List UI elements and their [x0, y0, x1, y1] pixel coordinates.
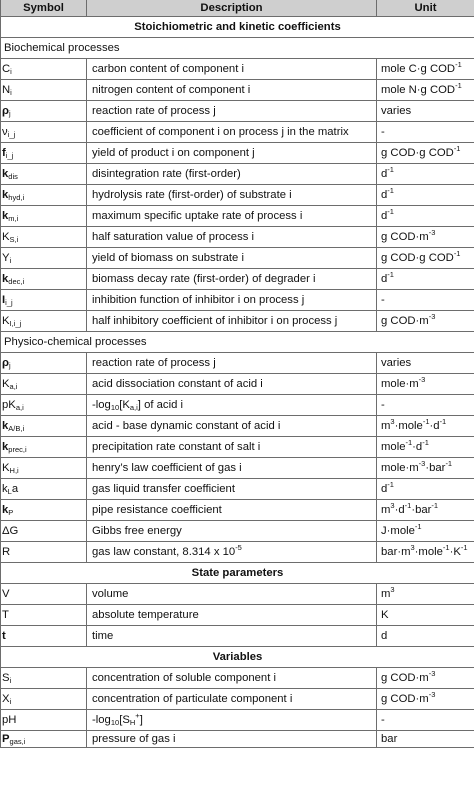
- subscript: A/B,i: [8, 424, 25, 433]
- table-row: [1, 374, 474, 395]
- table-row: [1, 353, 474, 374]
- superscript: -1: [455, 81, 462, 90]
- text-segment: I: [2, 294, 6, 306]
- superscript: -3: [428, 669, 436, 678]
- table-row: [1, 290, 474, 311]
- text-segment: ΔG: [2, 525, 19, 537]
- text-segment: d: [381, 189, 388, 201]
- text-segment: V: [2, 588, 10, 600]
- symbol-cell: [1, 122, 87, 143]
- superscript: -1: [422, 438, 429, 447]
- description-cell: [87, 59, 377, 80]
- text-segment: k: [2, 210, 9, 222]
- header-unit: Unit: [377, 0, 474, 17]
- unit-cell: [377, 605, 474, 626]
- subscript: i_j: [7, 130, 16, 139]
- text-segment: mole N·g COD: [381, 84, 456, 96]
- superscript: -1: [453, 144, 461, 153]
- text-segment: mole·m: [381, 378, 419, 390]
- text-segment: [S: [119, 714, 130, 726]
- symbol-cell: [1, 416, 87, 437]
- subscript: a,i: [9, 382, 18, 391]
- table-row: [1, 521, 474, 542]
- text-segment: volume: [92, 588, 129, 600]
- description-cell: [87, 248, 377, 269]
- text-segment: d: [381, 630, 388, 642]
- unit-cell: [377, 185, 474, 206]
- unit-cell: [377, 479, 474, 500]
- text-segment: half saturation value of process i: [92, 231, 255, 243]
- text-segment: N: [2, 84, 11, 96]
- superscript: -1: [404, 501, 412, 510]
- symbol-cell: [1, 626, 87, 647]
- text-segment: g COD·g COD: [381, 252, 454, 264]
- description-cell: [87, 185, 377, 206]
- subscript: 10: [110, 403, 120, 412]
- subscript: a,i: [15, 403, 24, 412]
- table-row: [1, 164, 474, 185]
- section-heading: State parameters: [1, 563, 474, 584]
- unit-cell: [377, 584, 474, 605]
- description-cell: [87, 101, 377, 122]
- superscript: -1: [387, 480, 394, 489]
- text-segment: -log: [92, 399, 111, 411]
- text-segment: d: [381, 168, 388, 180]
- description-cell: [87, 437, 377, 458]
- text-segment: inhibition function of inhibitor i on process j: [92, 294, 305, 306]
- unit-cell: [377, 59, 474, 80]
- text-segment: f: [2, 147, 6, 159]
- text-segment: K: [2, 378, 10, 390]
- text-segment: R: [2, 546, 11, 558]
- unit-cell: [377, 248, 474, 269]
- unit-cell: [377, 311, 474, 332]
- text-segment: K: [2, 231, 10, 243]
- description-cell: [87, 374, 377, 395]
- table-row: [1, 80, 474, 101]
- table-row: [1, 458, 474, 479]
- text-segment: K: [381, 609, 389, 621]
- subscript: H: [129, 718, 136, 727]
- text-segment: nitrogen content of component i: [92, 84, 251, 96]
- text-segment: d: [381, 273, 388, 285]
- text-segment: k: [2, 273, 9, 285]
- text-segment: ρ: [2, 105, 9, 117]
- unit-cell: [377, 206, 474, 227]
- text-segment: ·mole: [414, 546, 443, 558]
- symbol-cell: [1, 248, 87, 269]
- superscript: +: [135, 711, 140, 720]
- section-heading: Stoichiometric and kinetic coefficients: [1, 17, 474, 38]
- unit-cell: [377, 269, 474, 290]
- description-cell: [87, 353, 377, 374]
- text-segment: half inhibitory coefficient of inhibitor i on process j: [92, 315, 338, 327]
- symbol-cell: [1, 437, 87, 458]
- unit-cell: [377, 227, 474, 248]
- text-segment: concentration of particulate component i: [92, 693, 293, 705]
- text-segment: pipe resistance coefficient: [92, 504, 222, 516]
- unit-cell: [377, 542, 474, 563]
- table-row: [1, 248, 474, 269]
- unit-cell: [377, 353, 474, 374]
- text-segment: -: [381, 294, 385, 306]
- superscript: -3: [418, 375, 426, 384]
- text-segment: concentration of soluble component i: [92, 672, 277, 684]
- symbol-cell: [1, 689, 87, 710]
- table-row: [1, 101, 474, 122]
- description-cell: [87, 521, 377, 542]
- text-segment: mole C·g COD: [381, 63, 456, 75]
- text-segment: ·d: [412, 441, 423, 453]
- description-cell: [87, 542, 377, 563]
- description-cell: [87, 479, 377, 500]
- text-segment: S: [2, 672, 10, 684]
- text-segment: t: [2, 630, 6, 642]
- unit-cell: [377, 101, 474, 122]
- subscript: j: [9, 361, 11, 370]
- unit-cell: [377, 521, 474, 542]
- symbol-cell: [1, 521, 87, 542]
- table-row: [1, 185, 474, 206]
- text-segment: coefficient of component i on process j in the matrix: [92, 126, 349, 138]
- section-heading-row: [1, 17, 474, 38]
- subscript: S,i: [9, 235, 19, 244]
- text-segment: hydrolysis rate (first-order) of substrate i: [92, 189, 292, 201]
- table-row: [1, 395, 474, 416]
- text-segment: ν: [2, 126, 8, 138]
- description-cell: [87, 626, 377, 647]
- superscript: -1: [453, 249, 461, 258]
- text-segment: henry’s law coefficient of gas i: [92, 462, 242, 474]
- table-row: [1, 479, 474, 500]
- superscript: -3: [428, 690, 436, 699]
- unit-cell: [377, 458, 474, 479]
- subscript: i: [9, 676, 12, 685]
- symbol-cell: [1, 668, 87, 689]
- table-row: [1, 605, 474, 626]
- symbol-cell: [1, 80, 87, 101]
- text-segment: g COD·m: [381, 315, 429, 327]
- symbol-cell: [1, 290, 87, 311]
- subscript: m,i: [8, 214, 19, 223]
- symbol-cell: [1, 542, 87, 563]
- table-row: [1, 59, 474, 80]
- text-segment: k: [2, 441, 9, 453]
- text-segment: pH: [2, 714, 17, 726]
- superscript: -1: [422, 417, 430, 426]
- text-segment: X: [2, 693, 10, 705]
- section-heading-row: [1, 563, 474, 584]
- description-cell: [87, 416, 377, 437]
- text-segment: J·mole: [381, 525, 415, 537]
- symbol-cell: [1, 584, 87, 605]
- symbol-cell: [1, 605, 87, 626]
- unit-cell: [377, 731, 474, 748]
- text-segment: ·K: [449, 546, 461, 558]
- description-cell: [87, 500, 377, 521]
- unit-cell: [377, 374, 474, 395]
- unit-cell: [377, 689, 474, 710]
- superscript: -1: [439, 417, 447, 426]
- symbol-cell: [1, 59, 87, 80]
- unit-cell: [377, 668, 474, 689]
- subsection-heading-row: [1, 38, 474, 59]
- text-segment: C: [2, 63, 11, 75]
- subscript: j: [9, 109, 11, 118]
- text-segment: pK: [2, 399, 16, 411]
- subsection-heading: Physico-chemical processes: [1, 332, 474, 353]
- table-row: [1, 269, 474, 290]
- text-segment: m: [381, 588, 391, 600]
- symbol-cell: [1, 353, 87, 374]
- subscript: I,i_j: [9, 319, 22, 328]
- table-row: [1, 584, 474, 605]
- table-row: [1, 227, 474, 248]
- text-segment: [K: [119, 399, 130, 411]
- text-segment: -log: [92, 714, 111, 726]
- symbol-cell: [1, 710, 87, 731]
- text-segment: g COD·m: [381, 231, 429, 243]
- unit-cell: [377, 437, 474, 458]
- superscript: -5: [235, 543, 242, 552]
- text-segment: precipitation rate constant of salt i: [92, 441, 261, 453]
- table-row: [1, 668, 474, 689]
- text-segment: m: [381, 420, 391, 432]
- text-segment: k: [2, 168, 9, 180]
- subscript: i: [9, 697, 12, 706]
- subscript: L: [7, 487, 12, 496]
- text-segment: -: [381, 126, 385, 138]
- unit-cell: [377, 395, 474, 416]
- header-symbol: Symbol: [1, 0, 87, 17]
- text-segment: disintegration rate (first-order): [92, 168, 241, 180]
- text-segment: ·d: [394, 504, 405, 516]
- text-segment: g COD·m: [381, 672, 429, 684]
- subscript: a,i: [129, 403, 138, 412]
- text-segment: gas liquid transfer coefficient: [92, 483, 235, 495]
- section-heading-row: [1, 647, 474, 668]
- text-segment: ·bar: [411, 504, 432, 516]
- text-segment: g COD·m: [381, 693, 429, 705]
- text-segment: k: [2, 504, 9, 516]
- description-cell: [87, 143, 377, 164]
- subscript: gas,i: [9, 737, 26, 746]
- superscript: -1: [445, 459, 453, 468]
- text-segment: mole·m: [381, 462, 419, 474]
- description-cell: [87, 605, 377, 626]
- text-segment: -: [381, 399, 385, 411]
- subscript: i: [10, 88, 12, 97]
- subsection-heading-row: [1, 332, 474, 353]
- symbol-cell: [1, 206, 87, 227]
- superscript: -1: [442, 543, 450, 552]
- text-segment: ] of acid i: [137, 399, 184, 411]
- table-row: [1, 206, 474, 227]
- text-segment: d: [381, 483, 388, 495]
- text-segment: carbon content of component i: [92, 63, 244, 75]
- text-segment: yield of biomass on substrate i: [92, 252, 244, 264]
- description-cell: [87, 80, 377, 101]
- section-heading: Variables: [1, 647, 474, 668]
- superscript: 3: [410, 543, 415, 552]
- text-segment: Gibbs free energy: [92, 525, 182, 537]
- subscript: hyd,i: [8, 193, 25, 202]
- description-cell: [87, 227, 377, 248]
- subscript: i_j: [5, 298, 13, 307]
- text-segment: d: [381, 210, 388, 222]
- symbol-cell: [1, 731, 87, 748]
- text-segment: acid dissociation constant of acid i: [92, 378, 263, 390]
- superscript: -1: [455, 60, 462, 69]
- symbol-cell: [1, 311, 87, 332]
- text-segment: Y: [2, 252, 10, 264]
- unit-cell: [377, 290, 474, 311]
- superscript: 3: [390, 585, 395, 594]
- text-segment: K: [2, 315, 10, 327]
- symbol-cell: [1, 185, 87, 206]
- description-cell: [87, 290, 377, 311]
- text-segment: pressure of gas i: [92, 733, 176, 745]
- subscript: H,i: [9, 466, 19, 475]
- text-segment: reaction rate of process j: [92, 105, 216, 117]
- text-segment: K: [2, 462, 10, 474]
- description-cell: [87, 458, 377, 479]
- subscript: dec,i: [8, 277, 25, 286]
- symbol-cell: [1, 479, 87, 500]
- text-segment: ]: [139, 714, 143, 726]
- text-segment: ρ: [2, 357, 9, 369]
- text-segment: time: [92, 630, 114, 642]
- text-segment: absolute temperature: [92, 609, 199, 621]
- unit-cell: [377, 122, 474, 143]
- unit-cell: [377, 80, 474, 101]
- subscript: i: [9, 256, 12, 265]
- text-segment: bar: [381, 733, 398, 745]
- superscript: -1: [387, 165, 394, 174]
- superscript: 3: [390, 417, 395, 426]
- unit-cell: [377, 416, 474, 437]
- symbol-cell: [1, 164, 87, 185]
- subscript: P: [8, 508, 14, 517]
- text-segment: gas law constant, 8.314 x 10: [92, 546, 236, 558]
- text-segment: -: [381, 714, 385, 726]
- description-cell: [87, 269, 377, 290]
- unit-cell: [377, 710, 474, 731]
- symbol-cell: [1, 227, 87, 248]
- text-segment: g COD·g COD: [381, 147, 454, 159]
- description-cell: [87, 731, 377, 748]
- description-cell: [87, 584, 377, 605]
- symbol-cell: [1, 143, 87, 164]
- text-segment: reaction rate of process j: [92, 357, 216, 369]
- text-segment: k: [2, 189, 9, 201]
- text-segment: m: [381, 504, 391, 516]
- superscript: -1: [414, 522, 422, 531]
- subsection-heading: Biochemical processes: [1, 38, 474, 59]
- header-description: Description: [87, 0, 377, 17]
- subscript: 10: [110, 718, 120, 727]
- text-segment: ·mole: [394, 420, 423, 432]
- description-cell: [87, 164, 377, 185]
- symbol-cell: [1, 374, 87, 395]
- text-segment: acid - base dynamic constant of acid i: [92, 420, 281, 432]
- text-segment: P: [2, 733, 10, 745]
- table-row: [1, 416, 474, 437]
- subscript: prec,i: [8, 445, 27, 454]
- description-cell: [87, 710, 377, 731]
- superscript: -1: [431, 501, 439, 510]
- description-cell: [87, 668, 377, 689]
- symbol-cell: [1, 269, 87, 290]
- superscript: 3: [390, 501, 395, 510]
- table-row: [1, 689, 474, 710]
- table-row: [1, 731, 474, 748]
- unit-cell: [377, 143, 474, 164]
- subscript: i: [10, 67, 12, 76]
- subscript: dis: [8, 172, 18, 181]
- table-row: [1, 710, 474, 731]
- superscript: -1: [387, 207, 394, 216]
- table-body: [1, 17, 474, 748]
- text-segment: biomass decay rate (first-order) of degrader i: [92, 273, 316, 285]
- text-segment: ·bar: [425, 462, 446, 474]
- table-row: [1, 437, 474, 458]
- superscript: -1: [460, 543, 468, 552]
- symbol-cell: [1, 458, 87, 479]
- text-segment: bar·m: [381, 546, 411, 558]
- text-segment: varies: [381, 105, 412, 117]
- superscript: -3: [428, 312, 436, 321]
- unit-cell: [377, 500, 474, 521]
- symbol-cell: [1, 101, 87, 122]
- superscript: -1: [387, 186, 394, 195]
- superscript: -1: [405, 438, 413, 447]
- unit-cell: [377, 164, 474, 185]
- text-segment: mole: [381, 441, 406, 453]
- text-segment: k: [2, 420, 9, 432]
- text-segment: varies: [381, 357, 412, 369]
- header-row: [1, 0, 474, 17]
- table-row: [1, 500, 474, 521]
- description-cell: [87, 395, 377, 416]
- symbol-cell: [1, 500, 87, 521]
- description-cell: [87, 311, 377, 332]
- text-segment: yield of product i on component j: [92, 147, 255, 159]
- text-segment: maximum specific uptake rate of process i: [92, 210, 303, 222]
- text-segment: ·d: [429, 420, 440, 432]
- table-row: [1, 122, 474, 143]
- superscript: -1: [387, 270, 394, 279]
- description-cell: [87, 689, 377, 710]
- unit-cell: [377, 626, 474, 647]
- table-row: [1, 626, 474, 647]
- text-segment: T: [2, 609, 9, 621]
- text-segment: a: [11, 483, 19, 495]
- description-cell: [87, 122, 377, 143]
- table-row: [1, 311, 474, 332]
- description-cell: [87, 206, 377, 227]
- table-row: [1, 542, 474, 563]
- symbol-cell: [1, 395, 87, 416]
- subscript: i_j: [5, 151, 14, 160]
- text-segment: k: [2, 483, 8, 495]
- superscript: -3: [428, 228, 436, 237]
- table-row: [1, 143, 474, 164]
- superscript: -3: [418, 459, 426, 468]
